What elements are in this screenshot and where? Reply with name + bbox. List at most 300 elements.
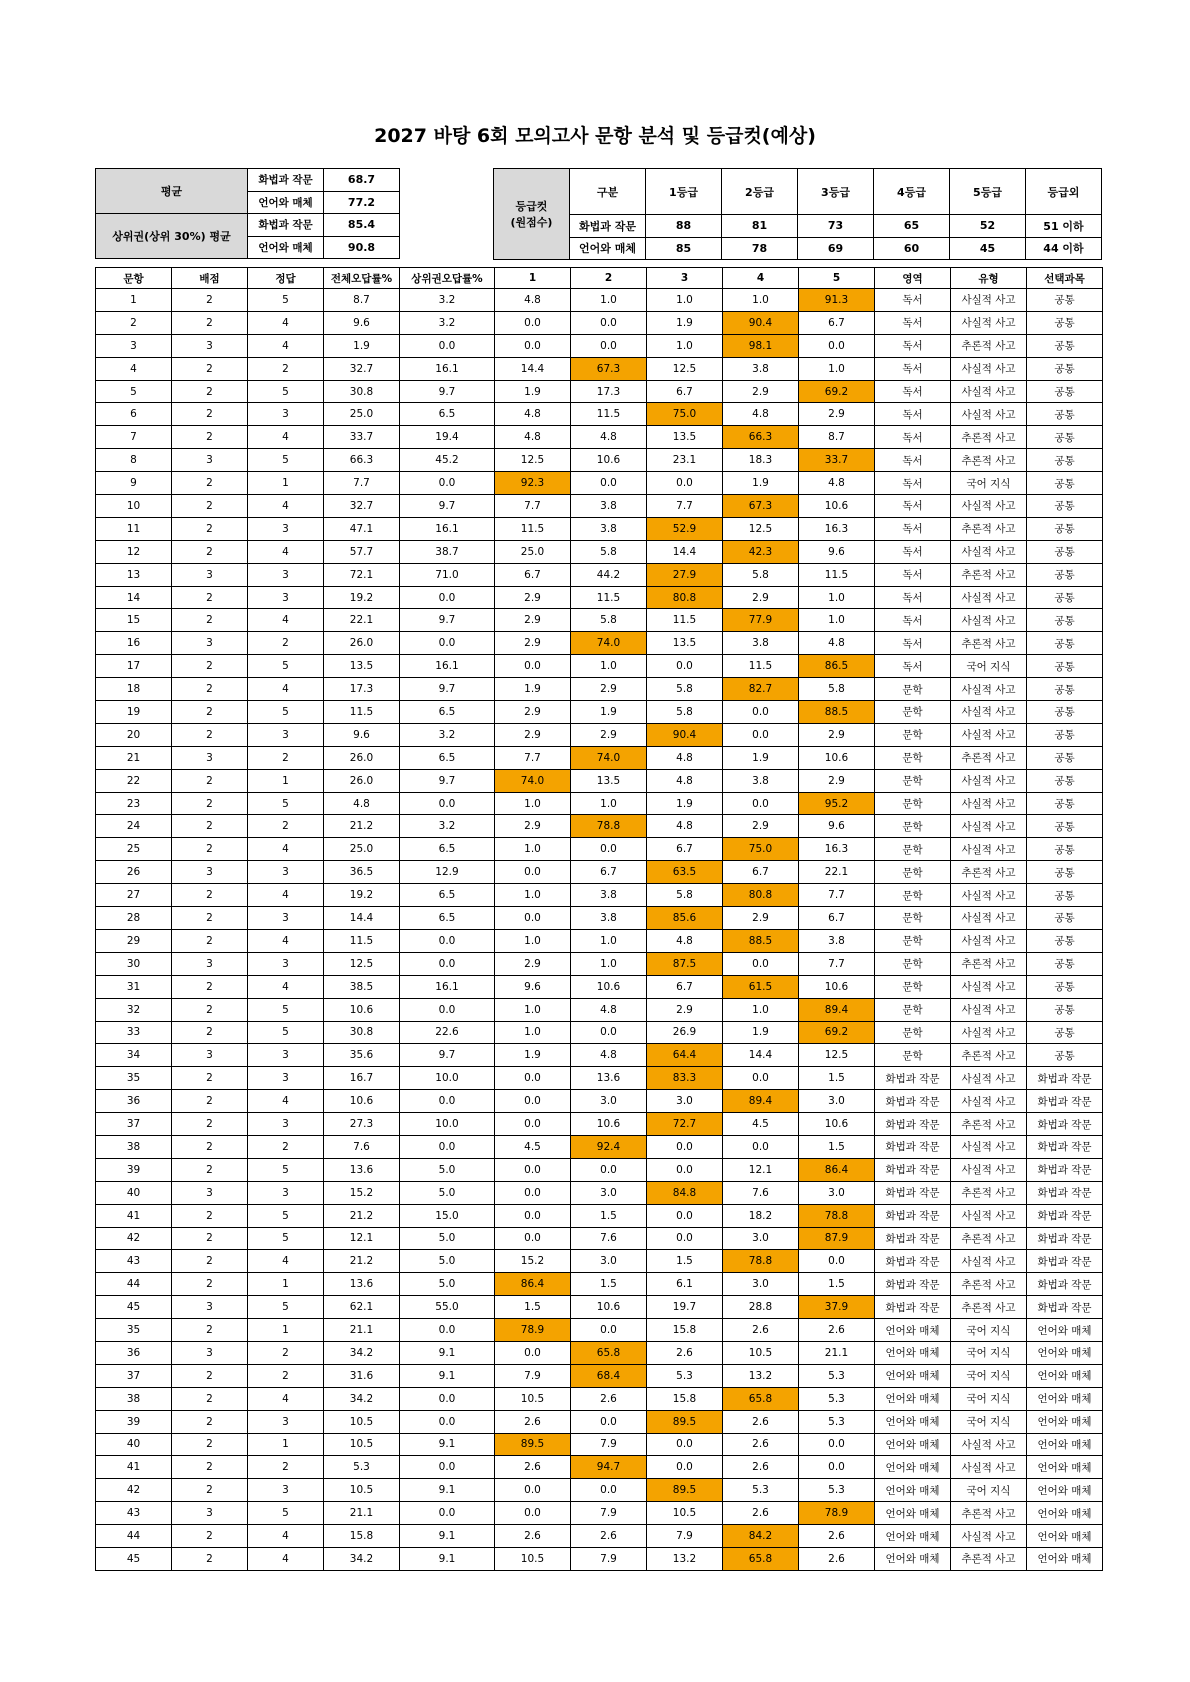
cell-elective: 언어와 매체 (1027, 1387, 1103, 1410)
cell-elective: 화법과 작문 (1027, 1250, 1103, 1273)
cell-choice-3: 7.7 (647, 495, 723, 518)
cell-choice-4: 80.8 (723, 884, 799, 907)
cell-points: 2 (172, 380, 248, 403)
cell-type: 사실적 사고 (951, 838, 1027, 861)
cell-item-number: 9 (96, 472, 172, 495)
cell-choice-5: 6.7 (799, 311, 875, 334)
cell-choice-2: 0.0 (571, 1410, 647, 1433)
cell-points: 2 (172, 426, 248, 449)
cell-area: 언어와 매체 (875, 1525, 951, 1548)
cell-area: 문학 (875, 929, 951, 952)
cell-choice-4: 1.9 (723, 472, 799, 495)
cell-elective: 화법과 작문 (1027, 1273, 1103, 1296)
cell-choice-4: 5.3 (723, 1479, 799, 1502)
cell-points: 2 (172, 884, 248, 907)
cell-total-wrong-rate: 26.0 (324, 632, 400, 655)
cell-answer: 2 (248, 746, 324, 769)
cell-choice-1: 0.0 (495, 1181, 571, 1204)
cell-total-wrong-rate: 10.6 (324, 998, 400, 1021)
cell-area: 독서 (875, 472, 951, 495)
cell-points: 3 (172, 861, 248, 884)
cell-total-wrong-rate: 35.6 (324, 1044, 400, 1067)
cell-area: 독서 (875, 357, 951, 380)
cell-points: 2 (172, 1456, 248, 1479)
table-row (96, 609, 1103, 632)
cell-choice-4: 2.6 (723, 1410, 799, 1433)
table-row (96, 426, 1103, 449)
cell-area: 독서 (875, 655, 951, 678)
cell-answer: 4 (248, 1387, 324, 1410)
cell-top-wrong-rate: 5.0 (400, 1250, 495, 1273)
cell-choice-4: 18.3 (723, 449, 799, 472)
cell-type: 추론적 사고 (951, 1113, 1027, 1136)
cell-choice-5: 2.9 (799, 769, 875, 792)
cell-item-number: 23 (96, 792, 172, 815)
cell-top-wrong-rate: 0.0 (400, 586, 495, 609)
cell-item-number: 3 (96, 334, 172, 357)
cell-choice-4: 42.3 (723, 540, 799, 563)
cell-choice-5: 86.4 (799, 1158, 875, 1181)
cell-top-wrong-rate: 9.7 (400, 609, 495, 632)
cell-points: 2 (172, 586, 248, 609)
table-row (96, 769, 1103, 792)
cell-type: 사실적 사고 (951, 1158, 1027, 1181)
cell-choice-4: 65.8 (723, 1387, 799, 1410)
cell-choice-2: 3.8 (571, 495, 647, 518)
cell-points: 3 (172, 1044, 248, 1067)
cell-item-number: 43 (96, 1502, 172, 1525)
cell-item-number: 27 (96, 884, 172, 907)
cell-area: 독서 (875, 563, 951, 586)
cell-item-number: 30 (96, 952, 172, 975)
page-title: 2027 바탕 6회 모의고사 문항 분석 및 등급컷(예상) (374, 125, 816, 147)
cell-elective: 공통 (1027, 655, 1103, 678)
cell-total-wrong-rate: 32.7 (324, 495, 400, 518)
cell-total-wrong-rate: 36.5 (324, 861, 400, 884)
cell-choice-1: 2.6 (495, 1410, 571, 1433)
cell-choice-3: 10.5 (647, 1502, 723, 1525)
summary-value: 77.2 (324, 191, 400, 214)
cell-elective: 공통 (1027, 540, 1103, 563)
cell-top-wrong-rate: 12.9 (400, 861, 495, 884)
cell-points: 3 (172, 632, 248, 655)
table-row (96, 311, 1103, 334)
table-row (96, 540, 1103, 563)
cell-area: 문학 (875, 838, 951, 861)
cell-choice-1: 1.9 (495, 380, 571, 403)
cell-top-wrong-rate: 15.0 (400, 1204, 495, 1227)
cell-choice-1: 7.7 (495, 495, 571, 518)
cell-choice-5: 10.6 (799, 1113, 875, 1136)
cell-top-wrong-rate: 5.0 (400, 1181, 495, 1204)
cell-total-wrong-rate: 14.4 (324, 907, 400, 930)
summary-value: 90.8 (324, 236, 400, 259)
cell-top-wrong-rate: 0.0 (400, 334, 495, 357)
cell-type: 추론적 사고 (951, 1227, 1027, 1250)
cell-choice-3: 5.8 (647, 678, 723, 701)
cell-type: 사실적 사고 (951, 1433, 1027, 1456)
cell-choice-2: 3.0 (571, 1090, 647, 1113)
table-row (96, 975, 1103, 998)
cell-points: 3 (172, 1296, 248, 1319)
cell-answer: 3 (248, 723, 324, 746)
cell-choice-1: 4.8 (495, 426, 571, 449)
cell-choice-1: 1.9 (495, 1044, 571, 1067)
cell-total-wrong-rate: 4.8 (324, 792, 400, 815)
cell-choice-5: 1.5 (799, 1135, 875, 1158)
cell-area: 독서 (875, 495, 951, 518)
cell-item-number: 28 (96, 907, 172, 930)
cell-top-wrong-rate: 16.1 (400, 655, 495, 678)
cell-type: 추론적 사고 (951, 1502, 1027, 1525)
table-row (96, 1181, 1103, 1204)
cell-area: 화법과 작문 (875, 1158, 951, 1181)
cell-elective: 언어와 매체 (1027, 1364, 1103, 1387)
cell-total-wrong-rate: 30.8 (324, 380, 400, 403)
cell-choice-3: 7.9 (647, 1525, 723, 1548)
cell-points: 2 (172, 1387, 248, 1410)
cell-choice-1: 0.0 (495, 1341, 571, 1364)
cell-choice-5: 3.8 (799, 929, 875, 952)
table-row (96, 1044, 1103, 1067)
cell-points: 2 (172, 1021, 248, 1044)
cell-type: 사실적 사고 (951, 540, 1027, 563)
grade-cut-label-line1: 등급컷 (515, 200, 548, 213)
cell-choice-5: 2.9 (799, 403, 875, 426)
cell-top-wrong-rate: 16.1 (400, 517, 495, 540)
cell-total-wrong-rate: 38.5 (324, 975, 400, 998)
cell-choice-2: 94.7 (571, 1456, 647, 1479)
cell-item-number: 12 (96, 540, 172, 563)
cell-choice-4: 3.8 (723, 632, 799, 655)
cell-item-number: 16 (96, 632, 172, 655)
cell-choice-4: 2.9 (723, 586, 799, 609)
cell-area: 언어와 매체 (875, 1547, 951, 1570)
cell-points: 2 (172, 1433, 248, 1456)
cell-choice-1: 0.0 (495, 1479, 571, 1502)
table-row (96, 1525, 1103, 1548)
cell-elective: 공통 (1027, 907, 1103, 930)
cell-choice-4: 14.4 (723, 1044, 799, 1067)
cell-choice-4: 1.0 (723, 998, 799, 1021)
cell-choice-4: 75.0 (723, 838, 799, 861)
cell-area: 독서 (875, 609, 951, 632)
cell-choice-3: 11.5 (647, 609, 723, 632)
cell-choice-1: 7.7 (495, 746, 571, 769)
cell-item-number: 7 (96, 426, 172, 449)
cell-choice-5: 2.6 (799, 1525, 875, 1548)
cell-choice-4: 2.9 (723, 380, 799, 403)
grade-cell: 73 (798, 215, 874, 238)
cell-elective: 공통 (1027, 792, 1103, 815)
cell-answer: 3 (248, 1044, 324, 1067)
cell-top-wrong-rate: 0.0 (400, 1456, 495, 1479)
cell-top-wrong-rate: 9.7 (400, 495, 495, 518)
cell-top-wrong-rate: 19.4 (400, 426, 495, 449)
cell-choice-1: 0.0 (495, 1227, 571, 1250)
cell-choice-4: 1.9 (723, 1021, 799, 1044)
table-row (96, 1113, 1103, 1136)
cell-total-wrong-rate: 8.7 (324, 289, 400, 312)
cell-total-wrong-rate: 19.2 (324, 884, 400, 907)
cell-item-number: 39 (96, 1410, 172, 1433)
cell-elective: 공통 (1027, 929, 1103, 952)
cell-choice-1: 1.5 (495, 1296, 571, 1319)
cell-choice-1: 0.0 (495, 907, 571, 930)
cell-item-number: 18 (96, 678, 172, 701)
cell-type: 사실적 사고 (951, 495, 1027, 518)
cell-choice-5: 78.9 (799, 1502, 875, 1525)
cell-total-wrong-rate: 31.6 (324, 1364, 400, 1387)
cell-choice-3: 2.6 (647, 1341, 723, 1364)
cell-type: 사실적 사고 (951, 1456, 1027, 1479)
cell-choice-4: 11.5 (723, 655, 799, 678)
cell-area: 문학 (875, 998, 951, 1021)
grade-cell: 65 (874, 215, 950, 238)
cell-choice-5: 0.0 (799, 1456, 875, 1479)
cell-choice-3: 0.0 (647, 1433, 723, 1456)
cell-item-number: 45 (96, 1547, 172, 1570)
cell-choice-2: 78.8 (571, 815, 647, 838)
cell-choice-5: 1.5 (799, 1067, 875, 1090)
cell-choice-4: 67.3 (723, 495, 799, 518)
cell-elective: 공통 (1027, 1044, 1103, 1067)
cell-type: 추론적 사고 (951, 952, 1027, 975)
cell-choice-4: 10.5 (723, 1341, 799, 1364)
cell-choice-2: 67.3 (571, 357, 647, 380)
cell-choice-2: 2.9 (571, 678, 647, 701)
cell-choice-2: 1.0 (571, 952, 647, 975)
grade-cut-label (494, 169, 570, 260)
table-row (96, 838, 1103, 861)
cell-choice-4: 3.8 (723, 769, 799, 792)
cell-type: 사실적 사고 (951, 1204, 1027, 1227)
cell-choice-2: 2.6 (571, 1387, 647, 1410)
table-row (96, 1547, 1103, 1570)
cell-total-wrong-rate: 15.8 (324, 1525, 400, 1548)
cell-choice-1: 0.0 (495, 311, 571, 334)
cell-answer: 3 (248, 1479, 324, 1502)
cell-choice-4: 0.0 (723, 952, 799, 975)
cell-choice-1: 2.9 (495, 723, 571, 746)
cell-area: 언어와 매체 (875, 1387, 951, 1410)
table-row (96, 1387, 1103, 1410)
cell-choice-2: 0.0 (571, 472, 647, 495)
cell-choice-1: 1.0 (495, 998, 571, 1021)
cell-points: 2 (172, 838, 248, 861)
cell-choice-3: 1.5 (647, 1250, 723, 1273)
cell-choice-3: 0.0 (647, 1158, 723, 1181)
table-row (96, 884, 1103, 907)
cell-item-number: 44 (96, 1525, 172, 1548)
cell-choice-5: 16.3 (799, 517, 875, 540)
cell-top-wrong-rate: 6.5 (400, 907, 495, 930)
cell-elective: 공통 (1027, 495, 1103, 518)
cell-choice-2: 1.0 (571, 929, 647, 952)
cell-item-number: 24 (96, 815, 172, 838)
cell-points: 2 (172, 792, 248, 815)
cell-choice-4: 0.0 (723, 1135, 799, 1158)
cell-choice-1: 0.0 (495, 1204, 571, 1227)
cell-choice-1: 2.9 (495, 815, 571, 838)
cell-elective: 공통 (1027, 449, 1103, 472)
cell-elective: 화법과 작문 (1027, 1158, 1103, 1181)
cell-type: 사실적 사고 (951, 975, 1027, 998)
cell-top-wrong-rate: 5.0 (400, 1158, 495, 1181)
cell-type: 국어 지식 (951, 1341, 1027, 1364)
cell-choice-5: 0.0 (799, 334, 875, 357)
cell-points: 2 (172, 517, 248, 540)
table-row (96, 1456, 1103, 1479)
cell-choice-1: 7.9 (495, 1364, 571, 1387)
cell-choice-3: 26.9 (647, 1021, 723, 1044)
cell-top-wrong-rate: 9.1 (400, 1433, 495, 1456)
table-row (96, 907, 1103, 930)
cell-answer: 3 (248, 586, 324, 609)
cell-elective: 공통 (1027, 632, 1103, 655)
cell-choice-1: 78.9 (495, 1319, 571, 1342)
cell-total-wrong-rate: 33.7 (324, 426, 400, 449)
cell-answer: 1 (248, 1273, 324, 1296)
cell-answer: 5 (248, 998, 324, 1021)
cell-item-number: 4 (96, 357, 172, 380)
cell-choice-3: 84.8 (647, 1181, 723, 1204)
cell-points: 2 (172, 1479, 248, 1502)
cell-choice-4: 1.0 (723, 289, 799, 312)
cell-type: 사실적 사고 (951, 701, 1027, 724)
cell-type: 국어 지식 (951, 1479, 1027, 1502)
cell-choice-2: 1.0 (571, 655, 647, 678)
cell-points: 3 (172, 952, 248, 975)
cell-points: 2 (172, 1525, 248, 1548)
cell-type: 추론적 사고 (951, 426, 1027, 449)
cell-choice-4: 0.0 (723, 701, 799, 724)
cell-choice-2: 10.6 (571, 449, 647, 472)
cell-type: 추론적 사고 (951, 449, 1027, 472)
table-row (96, 952, 1103, 975)
cell-choice-1: 9.6 (495, 975, 571, 998)
cell-choice-1: 10.5 (495, 1387, 571, 1410)
cell-top-wrong-rate: 0.0 (400, 1502, 495, 1525)
cell-item-number: 15 (96, 609, 172, 632)
cell-choice-5: 10.6 (799, 495, 875, 518)
cell-choice-3: 89.5 (647, 1410, 723, 1433)
cell-area: 언어와 매체 (875, 1364, 951, 1387)
cell-choice-3: 52.9 (647, 517, 723, 540)
cell-top-wrong-rate: 71.0 (400, 563, 495, 586)
cell-total-wrong-rate: 34.2 (324, 1547, 400, 1570)
cell-answer: 4 (248, 609, 324, 632)
cell-total-wrong-rate: 21.2 (324, 1204, 400, 1227)
cell-points: 2 (172, 769, 248, 792)
cell-type: 사실적 사고 (951, 998, 1027, 1021)
header-choice-1: 1 (495, 268, 571, 289)
cell-points: 2 (172, 929, 248, 952)
cell-choice-3: 6.1 (647, 1273, 723, 1296)
cell-total-wrong-rate: 27.3 (324, 1113, 400, 1136)
cell-choice-1: 2.6 (495, 1525, 571, 1548)
cell-elective: 화법과 작문 (1027, 1227, 1103, 1250)
cell-type: 사실적 사고 (951, 815, 1027, 838)
cell-choice-5: 4.8 (799, 632, 875, 655)
cell-type: 추론적 사고 (951, 1044, 1027, 1067)
cell-type: 사실적 사고 (951, 403, 1027, 426)
cell-choice-2: 0.0 (571, 1319, 647, 1342)
header-top-wrong-rate: 상위권오답률% (400, 268, 495, 289)
cell-elective: 화법과 작문 (1027, 1296, 1103, 1319)
cell-choice-3: 12.5 (647, 357, 723, 380)
cell-choice-4: 89.4 (723, 1090, 799, 1113)
cell-elective: 공통 (1027, 998, 1103, 1021)
table-row (96, 998, 1103, 1021)
cell-choice-3: 6.7 (647, 975, 723, 998)
cell-choice-5: 37.9 (799, 1296, 875, 1319)
cell-answer: 5 (248, 289, 324, 312)
grade-cell: 언어와 매체 (570, 237, 646, 260)
cell-points: 2 (172, 1547, 248, 1570)
cell-type: 사실적 사고 (951, 1250, 1027, 1273)
cell-answer: 3 (248, 403, 324, 426)
cell-choice-5: 12.5 (799, 1044, 875, 1067)
cell-answer: 3 (248, 1410, 324, 1433)
cell-top-wrong-rate: 10.0 (400, 1113, 495, 1136)
cell-type: 사실적 사고 (951, 289, 1027, 312)
cell-total-wrong-rate: 26.0 (324, 746, 400, 769)
cell-choice-1: 14.4 (495, 357, 571, 380)
cell-choice-4: 88.5 (723, 929, 799, 952)
cell-choice-2: 3.0 (571, 1250, 647, 1273)
cell-item-number: 37 (96, 1364, 172, 1387)
cell-choice-5: 69.2 (799, 380, 875, 403)
cell-top-wrong-rate: 0.0 (400, 929, 495, 952)
cell-choice-4: 0.0 (723, 723, 799, 746)
cell-choice-3: 0.0 (647, 655, 723, 678)
cell-area: 독서 (875, 311, 951, 334)
cell-type: 추론적 사고 (951, 334, 1027, 357)
cell-choice-1: 2.9 (495, 701, 571, 724)
cell-choice-5: 5.3 (799, 1410, 875, 1433)
cell-choice-2: 1.5 (571, 1273, 647, 1296)
cell-choice-2: 44.2 (571, 563, 647, 586)
cell-choice-3: 63.5 (647, 861, 723, 884)
cell-answer: 2 (248, 815, 324, 838)
cell-type: 사실적 사고 (951, 723, 1027, 746)
cell-choice-2: 3.0 (571, 1181, 647, 1204)
cell-answer: 5 (248, 1021, 324, 1044)
header-points: 배점 (172, 268, 248, 289)
cell-choice-3: 13.5 (647, 426, 723, 449)
table-row (96, 403, 1103, 426)
cell-choice-1: 1.0 (495, 1021, 571, 1044)
cell-choice-1: 2.9 (495, 586, 571, 609)
cell-choice-5: 5.3 (799, 1387, 875, 1410)
cell-top-wrong-rate: 0.0 (400, 1410, 495, 1433)
cell-item-number: 36 (96, 1341, 172, 1364)
header-total-wrong-rate: 전체오답률% (324, 268, 400, 289)
cell-elective: 공통 (1027, 1021, 1103, 1044)
cell-answer: 3 (248, 563, 324, 586)
cell-top-wrong-rate: 6.5 (400, 884, 495, 907)
cell-elective: 공통 (1027, 884, 1103, 907)
cell-choice-5: 8.7 (799, 426, 875, 449)
cell-type: 사실적 사고 (951, 1021, 1027, 1044)
cell-total-wrong-rate: 9.6 (324, 723, 400, 746)
cell-choice-2: 74.0 (571, 632, 647, 655)
cell-total-wrong-rate: 57.7 (324, 540, 400, 563)
cell-total-wrong-rate: 10.6 (324, 1090, 400, 1113)
cell-choice-3: 4.8 (647, 929, 723, 952)
cell-choice-5: 10.6 (799, 746, 875, 769)
